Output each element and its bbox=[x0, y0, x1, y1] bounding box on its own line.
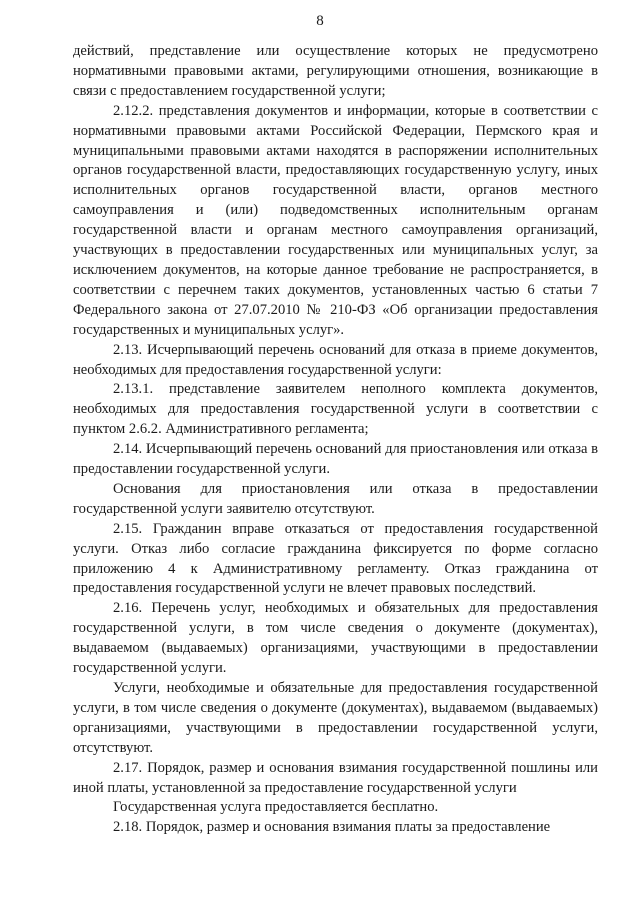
page-number: 8 bbox=[316, 13, 324, 29]
paragraph-2-17-free: Государственная услуга предоставляется бесплатно. bbox=[113, 799, 439, 816]
paragraph-2-13-1: 2.13.1. представление заявителем неполного комплекта документов, необходимых для предоставления государственной услуги в соответствии с пунктом 2.6.2. Административного регламента; bbox=[73, 381, 598, 438]
document-body bbox=[73, 42, 598, 838]
paragraph-2-13: 2.13. Исчерпывающий перечень оснований для отказа в приеме документов, необходимых для предоставления государственной услуги: bbox=[73, 341, 598, 378]
paragraph-2-14: 2.14. Исчерпывающий перечень оснований для приостановления или отказа в предоставлении государственной услуги. bbox=[73, 441, 598, 478]
paragraph-2-16: 2.16. Перечень услуг, необходимых и обязательных для предоставления государственной услуги, в том числе сведения о документе (документах), выдаваемом (выдаваемых) организациями, участвующими в предоставлении государственной услуги. bbox=[73, 600, 598, 677]
paragraph-2-12-2: 2.12.2. представления документов и информации, которые в соответствии с нормативными правовыми актами Российской Федерации, Пермского края и муниципальными правовыми актами находятся в распоряжении исполнительных органов государственной власти, предоставляющих государственную услугу, иных исполнительных органов государственной власти, органов местного самоуправления и (или) подведомственных исполнительным органам государственной власти и органам местного самоуправления организаций, участвующих в предоставлении государственных или муниципальных услуг, за исключением документов, на которые данное требование не распространяется, в соответствии с перечнем таких документов, установленных частью 6 статьи 7 Федерального закона от 27.07.2010 № 210-ФЗ «Об организации предоставления государственных и муниципальных услуг». bbox=[73, 102, 598, 338]
paragraph-2-16-services: Услуги, необходимые и обязательные для предоставления государственной услуги, в том числе сведения о документе (документах), выдаваемом (выдаваемых) организациями, участвующими в предоставлении государственной услуги, отсутствуют. bbox=[73, 680, 598, 756]
paragraph-2-17: 2.17. Порядок, размер и основания взимания государственной пошлины или иной платы, установленной за предоставление государственной услуги bbox=[73, 759, 598, 796]
paragraph-2-18: 2.18. Порядок, размер и основания взимания платы за предоставление bbox=[113, 819, 551, 836]
paragraph-2-14-grounds: Основания для приостановления или отказа в предоставлении государственной услуги заявителю отсутствуют. bbox=[73, 480, 598, 517]
paragraph-continuation: действий, представление или осуществление которых не предусмотрено нормативными правовыми актами, регулирующими отношения, возникающие в связи с предоставлением государственной услуги; bbox=[73, 43, 598, 99]
paragraph-2-15: 2.15. Гражданин вправе отказаться от предоставления государственной услуги. Отказ либо согласие гражданина фиксируется по форме согласно приложению 4 к Административному регламенту. Отказ гражданина от предоставления государственной услуги не влечет правовых последствий. bbox=[73, 520, 598, 597]
